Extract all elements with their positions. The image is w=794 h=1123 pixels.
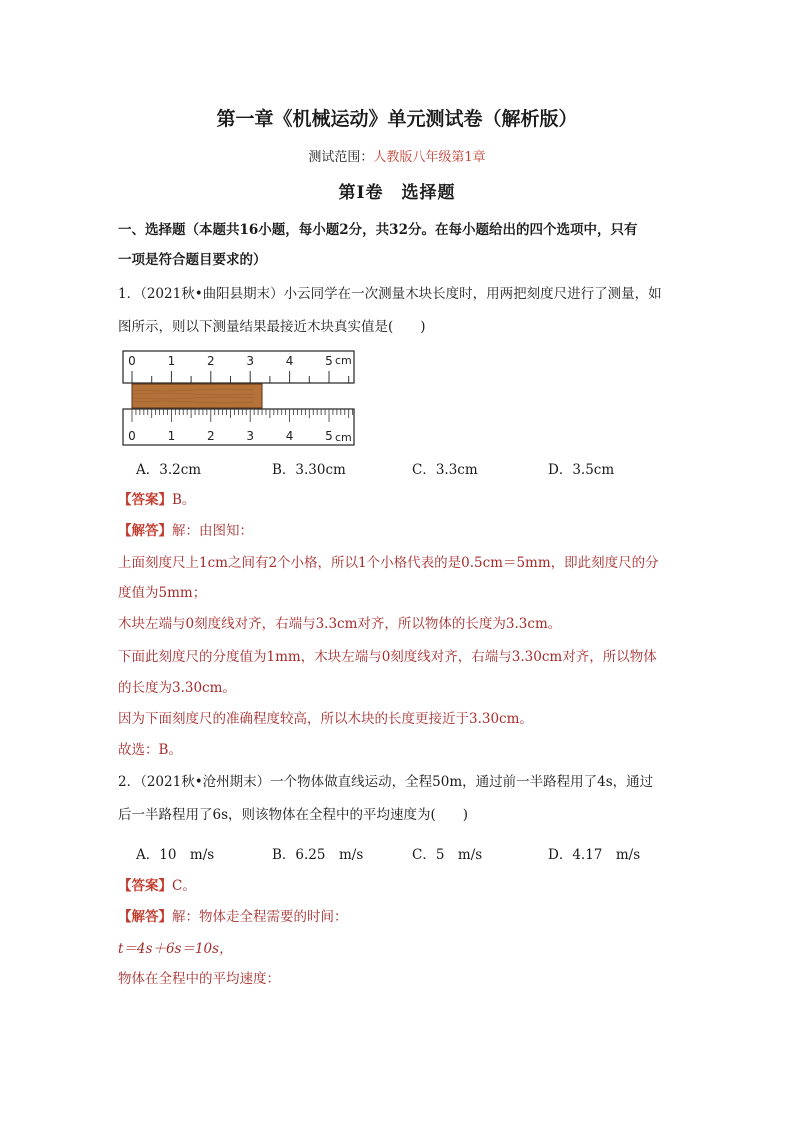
bottom-ruler-label: 1 (167, 429, 176, 443)
bottom-ruler-label: 3 (246, 429, 255, 443)
q1-analysis-line: 因为下面刻度尺的准确程度较高，所以木块的长度更接近于3.30cm。 (118, 711, 533, 727)
q1-answer-value: B。 (172, 492, 196, 508)
test-scope-label: 测试范围： (308, 150, 374, 165)
part-title: 第Ⅰ卷 选择题 (338, 183, 456, 203)
top-ruler-unit: cm (335, 354, 352, 367)
bottom-ruler-label: 5 (325, 429, 333, 443)
q1-stem-line2: 图所示，则以下测量结果最接近木块真实值是( ) (118, 319, 426, 335)
section-instruction-line1: 一、选择题（本题共16小题，每小题2分，共32分。在每小题给出的四个选项中，只有 (118, 222, 638, 238)
q2-option-a[interactable]: A．10 m/s (136, 847, 215, 863)
top-ruler-label: 3 (246, 354, 255, 368)
ruler-figure (122, 350, 360, 450)
q1-analysis-line: 度值为5mm； (118, 585, 207, 601)
bottom-ruler-unit: cm (335, 431, 352, 444)
q1-answer-tag: 【答案】 (118, 492, 172, 508)
q1-option-d[interactable]: D．3.5cm (548, 462, 615, 478)
section-instruction-line2: 一项是符合题目要求的） (118, 252, 267, 268)
q1-answer (118, 488, 195, 508)
wood-block (132, 384, 262, 408)
q2-option-b[interactable]: B．6.25 m/s (272, 847, 364, 863)
q1-analysis-line: 上面刻度尺上1cm之间有2个小格，所以1个小格代表的是0.5cm＝5mm，即此刻度尺的分 (118, 555, 659, 571)
top-ruler-label: 0 (128, 354, 136, 368)
test-scope (0, 146, 794, 165)
q1-option-c[interactable]: C．3.3cm (412, 462, 478, 478)
document-title: 第一章《机械运动》单元测试卷（解析版） (216, 108, 578, 130)
bottom-ruler-label: 4 (285, 429, 294, 443)
q2-option-d[interactable]: D．4.17 m/s (548, 847, 641, 863)
q2-answer (118, 874, 196, 894)
q2-stem-line1: 2．（2021秋•沧州期末）一个物体做直线运动，全程50m，通过前一半路程用了4s，通过 (118, 774, 654, 790)
top-ruler-label: 4 (285, 354, 294, 368)
q2-analysis-tag: 【解答】 (118, 909, 172, 925)
q1-analysis-tag: 【解答】 (118, 523, 172, 539)
top-ruler-label: 2 (206, 354, 215, 368)
q2-stem-line2: 后一半路程用了6s，则该物体在全程中的平均速度为( ) (118, 807, 469, 823)
top-ruler-label: 1 (167, 354, 176, 368)
top-ruler (123, 351, 354, 383)
q2-analysis-heading (118, 905, 348, 925)
bottom-ruler-label: 2 (206, 429, 215, 443)
q1-analysis-line: 下面此刻度尺的分度值为1mm，木块左端与0刻度线对齐，右端与3.30cm对齐，所以物体 (118, 649, 657, 665)
top-ruler-label: 5 (325, 354, 333, 368)
q2-option-c[interactable]: C．5 m/s (412, 847, 483, 863)
q1-analysis-line: 的长度为3.30cm。 (118, 680, 236, 696)
q1-analysis-line: 木块左端与0刻度线对齐，右端与3.3cm对齐，所以物体的长度为3.3cm。 (118, 616, 562, 632)
q2-answer-value: C。 (172, 878, 196, 894)
q1-analysis-line: 故选：B。 (118, 742, 182, 758)
test-scope-value: 人教版八年级第1章 (373, 150, 486, 165)
q2-analysis-line: 物体在全程中的平均速度： (118, 971, 280, 987)
q2-answer-tag: 【答案】 (118, 878, 172, 894)
ruler-figure-svg (122, 350, 360, 450)
bottom-ruler-label: 0 (128, 429, 136, 443)
q1-analysis-intro: 解：由图知： (172, 523, 253, 539)
q2-analysis-intro: 解：物体走全程需要的时间： (172, 909, 348, 925)
q1-option-b[interactable]: B．3.30cm (272, 462, 346, 478)
q1-analysis-heading (118, 519, 253, 539)
q2-analysis-line: t＝4s＋6s＝10s， (118, 941, 233, 957)
top-ruler-body (123, 351, 354, 383)
q1-option-a[interactable]: A．3.2cm (136, 462, 202, 478)
q1-stem-line1: 1．（2021秋•曲阳县期末）小云同学在一次测量木块长度时，用两把刻度尺进行了测量，如 (118, 286, 662, 302)
